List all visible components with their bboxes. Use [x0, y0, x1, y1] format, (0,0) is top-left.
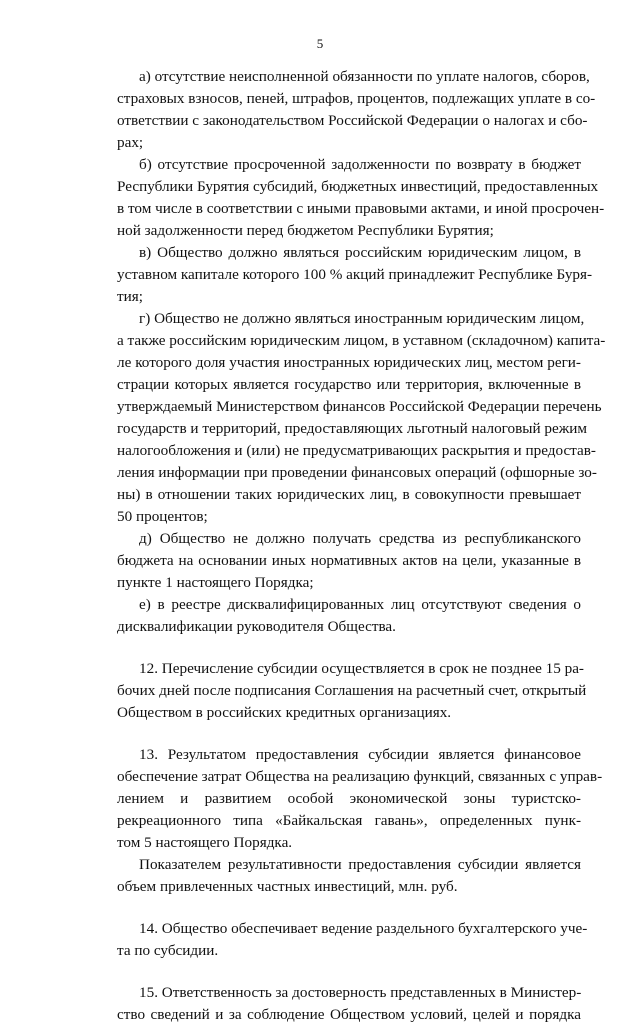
paragraph — [117, 658, 587, 724]
paragraph — [117, 242, 593, 308]
text-line: а) отсутствие неисполненной обязанности по уплате налогов, сборов, — [139, 68, 590, 85]
text-line: уставном капитале которого 100 % акций принадлежит Республике Буря- — [117, 266, 593, 283]
page-number: 5 — [316, 36, 324, 51]
paragraph — [117, 982, 581, 1026]
text-line: пункте 1 настоящего Порядка; — [117, 574, 314, 591]
text-line: Республики Бурятия субсидий, бюджетных инвестиций, предоставленных — [117, 178, 599, 195]
text-line: 15. Ответственность за достоверность представленных в Министер- — [139, 984, 582, 1001]
text-line: д) Общество не должно получать средства из республиканского — [139, 530, 581, 547]
text-line: обеспечение затрат Общества на реализацию функций, связанных с управ- — [117, 768, 603, 785]
text-line: 14. Общество обеспечивает ведение раздельного бухгалтерского уче- — [139, 920, 588, 937]
text-line: страции которых является государство или территория, включенные в — [117, 376, 581, 393]
text-line: Обществом в российских кредитных организациях. — [117, 704, 452, 721]
text-line: тия; — [117, 288, 143, 305]
text-line: в) Общество должно являться российским юридическим лицом, в — [139, 244, 581, 261]
text-line: утверждаемый Министерством финансов Российской Федерации перечень — [117, 398, 602, 415]
text-line: б) отсутствие просроченной задолженности по возврату в бюджет — [139, 156, 581, 173]
paragraph — [117, 66, 596, 154]
text-line: лением и развитием особой экономической зоны туристско- — [117, 790, 581, 807]
text-line: ной задолженности перед бюджетом Республики Бурятия; — [117, 222, 494, 239]
text-line: ответствии с законодательством Российской Федерации о налогах и сбо- — [117, 112, 588, 129]
paragraph — [117, 854, 581, 898]
document-body — [117, 66, 606, 1026]
paragraph — [117, 918, 588, 962]
paragraph — [117, 594, 581, 638]
paragraph-gap — [117, 638, 581, 658]
text-line: та по субсидии. — [117, 942, 219, 959]
text-line: ле которого доля участия иностранных юридических лиц, местом реги- — [117, 354, 581, 371]
text-line: ство сведений и за соблюдение Обществом условий, целей и порядка — [117, 1006, 581, 1023]
paragraph — [117, 744, 603, 854]
text-line: е) в реестре дисквалифицированных лиц отсутствуют сведения о — [139, 596, 581, 613]
text-line: а также российским юридическим лицом, в уставном (складочном) капита- — [117, 332, 606, 349]
text-line: дисквалификации руководителя Общества. — [117, 618, 396, 635]
paragraph-gap — [117, 724, 581, 744]
text-line: налогообложения и (или) не предусматривающих раскрытия и предостав- — [117, 442, 596, 459]
text-line: ления информации при проведении финансовых операций (офшорные зо- — [117, 464, 597, 481]
text-line: 12. Перечисление субсидии осуществляется в срок не позднее 15 ра- — [139, 660, 584, 677]
text-line: бюджета на основании иных нормативных актов на цели, указанные в — [117, 552, 581, 569]
paragraph-gap — [117, 962, 581, 982]
text-line: рекреационного типа «Байкальская гавань», определенных пунк- — [117, 812, 581, 829]
text-line: страховых взносов, пеней, штрафов, процентов, подлежащих уплате в со- — [117, 90, 596, 107]
text-line: том 5 настоящего Порядка. — [117, 834, 293, 851]
text-line: 50 процентов; — [117, 508, 208, 525]
text-line: ны) в отношении таких юридических лиц, в совокупности превышает — [117, 486, 581, 503]
paragraph — [117, 528, 581, 594]
text-line: объем привлеченных частных инвестиций, млн. руб. — [117, 878, 458, 895]
text-line: 13. Результатом предоставления субсидии является финансовое — [139, 746, 581, 763]
paragraph — [117, 308, 606, 528]
paragraph — [117, 154, 605, 242]
text-line: рах; — [117, 134, 144, 151]
text-line: Показателем результативности предоставления субсидии является — [139, 856, 581, 873]
paragraph-gap — [117, 898, 581, 918]
text-line: государств и территорий, предоставляющих льготный налоговый режим — [117, 420, 587, 437]
text-line: г) Общество не должно являться иностранным юридическим лицом, — [139, 310, 585, 327]
text-line: в том числе в соответствии с иными правовыми актами, и иной просрочен- — [117, 200, 605, 217]
text-line: бочих дней после подписания Соглашения на расчетный счет, открытый — [117, 682, 587, 699]
